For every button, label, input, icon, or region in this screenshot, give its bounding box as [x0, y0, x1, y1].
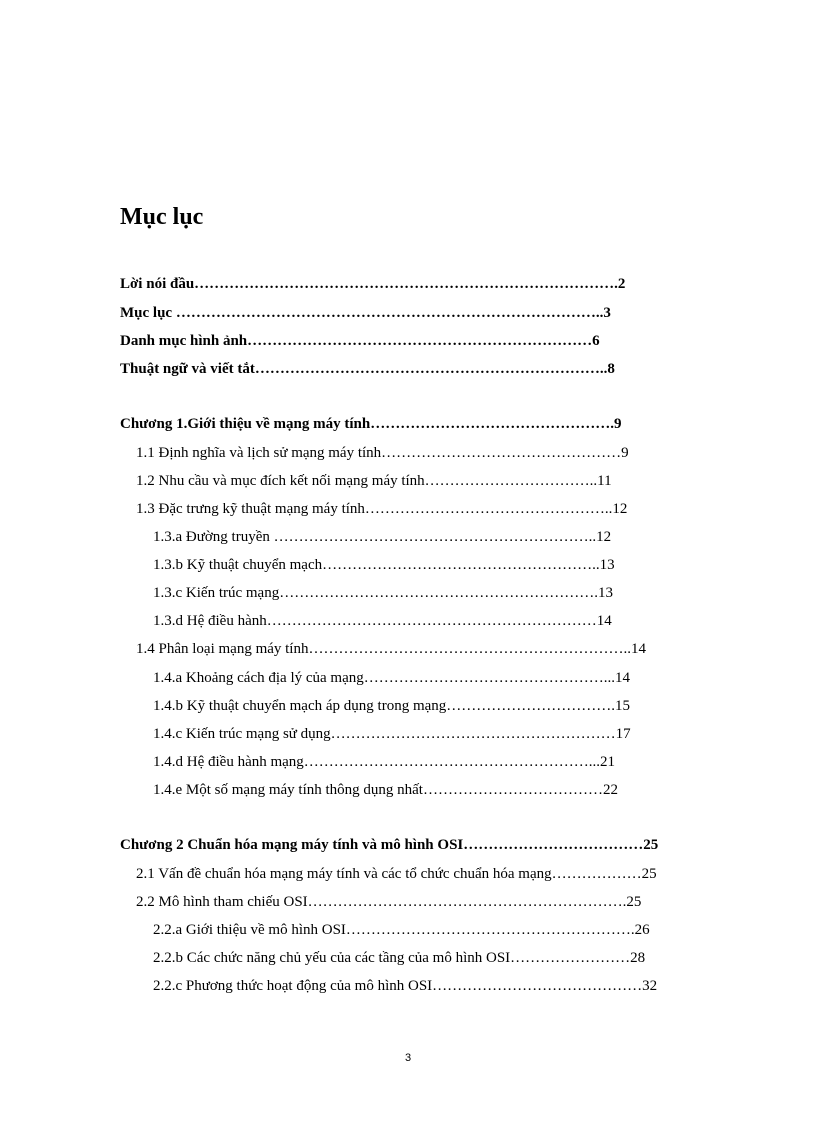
toc-entry: Danh mục hình ảnh……………………………………………………………6 — [120, 333, 600, 349]
toc-subsection-entry: 1.4.a Khoảng cách địa lý của mạng…………………………………………...14 — [153, 670, 631, 686]
toc-subsection-entry: 1.3.a Đường truyền ………………………………………………………..12 — [153, 529, 612, 545]
toc-chapter-entry: Chương 2 Chuẩn hóa mạng máy tính và mô hình OSI………………………………25 — [120, 837, 659, 853]
toc-subsection-entry: 1.3.b Kỹ thuật chuyển mạch………………………………………………..13 — [153, 557, 615, 573]
toc-subsection-entry: 1.3.d Hệ điều hành…………………………………………………………14 — [153, 613, 612, 629]
page-number: 3 — [404, 1052, 412, 1064]
toc-subsection-entry: 2.2.b Các chức năng chủ yếu của các tầng của mô hình OSI……………………28 — [153, 950, 646, 966]
toc-subsection-entry: 1.3.c Kiến trúc mạng……………………………………………………….13 — [153, 585, 613, 601]
toc-section-entry: 1.1 Định nghĩa và lịch sử mạng máy tính…………………………………………9 — [136, 445, 629, 461]
toc-section-entry: 2.1 Vấn đề chuẩn hóa mạng máy tính và các tổ chức chuẩn hóa mạng………………25 — [136, 866, 657, 882]
toc-subsection-entry: 1.4.e Một số mạng máy tính thông dụng nhất………………………………22 — [153, 782, 618, 798]
toc-subsection-entry: 2.2.a Giới thiệu về mô hình OSI………………………………………………….26 — [153, 922, 650, 938]
toc-subsection-entry: 1.4.d Hệ điều hành mạng…………………………………………………...21 — [153, 754, 616, 770]
toc-subsection-entry: 1.4.b Kỹ thuật chuyển mạch áp dụng trong mạng…………………………….15 — [153, 698, 631, 714]
toc-section-entry: 1.4 Phân loại mạng máy tính………………………………………………………..14 — [136, 641, 646, 657]
toc-subsection-entry: 2.2.c Phương thức hoạt động của mô hình OSI……………………………………32 — [153, 978, 658, 994]
toc-chapter-entry: Chương 1.Giới thiệu về mạng máy tính………………………………………….9 — [120, 416, 622, 432]
toc-subsection-entry: 1.4.c Kiến trúc mạng sử dụng…………………………………………………17 — [153, 726, 631, 742]
page-title: Mục lục — [120, 204, 204, 230]
toc-section-entry: 2.2 Mô hình tham chiếu OSI……………………………………………………….25 — [136, 894, 642, 910]
toc-section-entry: 1.3 Đặc trưng kỹ thuật mạng máy tính…………………………………………..12 — [136, 501, 628, 517]
toc-entry: Lời nói đầu………………………………………………………………………….2 — [120, 276, 626, 292]
toc-entry: Thuật ngữ và viết tắt……………………………………………………………..8 — [120, 361, 615, 377]
toc-entry: Mục lục …………………………………………………………………………..3 — [120, 305, 611, 321]
toc-section-entry: 1.2 Nhu cầu và mục đích kết nối mạng máy tính……………………………..11 — [136, 473, 612, 489]
